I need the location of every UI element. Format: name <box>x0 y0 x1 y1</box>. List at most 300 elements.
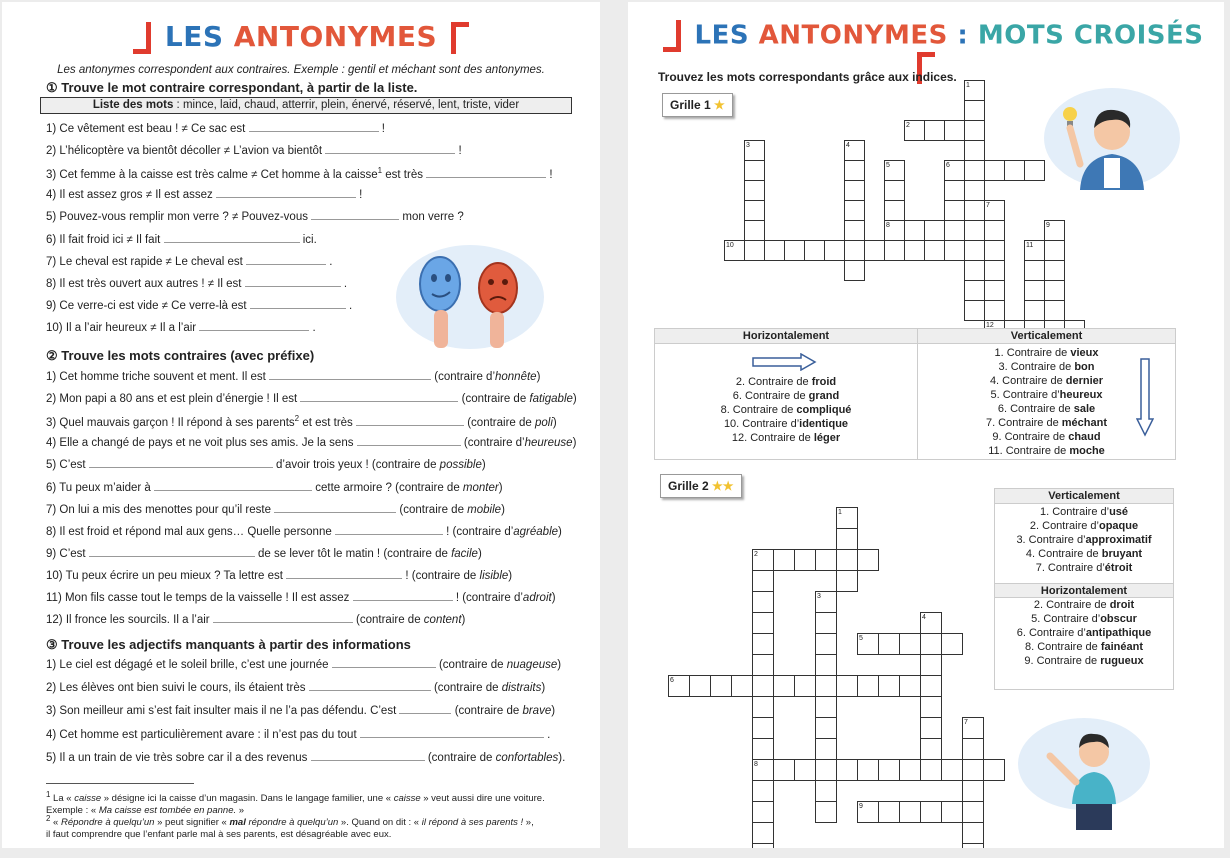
crossword-cell <box>962 759 984 781</box>
crossword-cell <box>744 220 765 241</box>
clue-word: usé <box>1109 506 1129 518</box>
hint-end: ) <box>461 614 466 627</box>
star-icon: ★ <box>714 98 725 112</box>
grid-1-label: Grille 1 ★ <box>662 93 733 117</box>
exercise-line <box>46 658 561 671</box>
answer-blank <box>300 392 458 402</box>
crossword-cell <box>941 801 963 823</box>
hint-label: (contraire d’ <box>434 371 495 383</box>
crossword-cell <box>964 180 985 201</box>
grid-1-clues <box>654 328 1176 460</box>
exercise-line <box>46 591 556 604</box>
crossword-cell <box>984 300 1005 321</box>
hint-word: honnête <box>495 371 537 383</box>
exercise-prompt: 12) Il fronce les sourcils. Il a l’air <box>46 614 210 627</box>
crossword-cell <box>944 220 965 241</box>
hint-label: (contraire de <box>454 705 523 718</box>
clue-text: 10. Contraire d’ <box>723 418 800 430</box>
hint-label: (contraire de <box>395 481 463 494</box>
clue-text: 5. Contraire d’ <box>1031 613 1101 625</box>
clue-item <box>995 640 1173 654</box>
hint-word: possible <box>439 459 482 472</box>
crossword-cell <box>962 822 984 844</box>
crossword-cell <box>773 675 795 697</box>
clue-number: 4 <box>846 142 850 149</box>
exercise-prompt: 3) Cet femme à la caisse est très calme ≠ Cet homme à la caisse <box>46 169 378 182</box>
crossword-cell <box>924 240 945 261</box>
clue-item <box>655 375 917 389</box>
clue-text: 6. Contraire de <box>997 403 1074 415</box>
exercise-prompt-cont: et est très <box>299 417 353 430</box>
exercise-suffix: ! <box>359 189 363 202</box>
crossword-cell <box>815 549 837 571</box>
clue-item <box>995 561 1173 575</box>
crossword-cell <box>964 220 985 241</box>
crossword-cell <box>773 549 795 571</box>
hint-word: poli <box>534 417 553 430</box>
crossword-cell <box>962 738 984 760</box>
vertical-clues-2 <box>995 504 1173 575</box>
crossword-cell <box>836 570 858 592</box>
clue-word: identique <box>799 418 849 430</box>
clue-text: 7. Contraire d’ <box>1035 562 1105 574</box>
exercise-line <box>46 569 512 582</box>
crossword-cell <box>878 633 900 655</box>
crossword-cell <box>815 738 837 760</box>
crossword-cell <box>964 140 985 161</box>
section-1-heading: ① Trouve le mot contraire correspondant, à partir de la liste. <box>46 80 418 95</box>
exercise-line <box>46 299 352 312</box>
pointing-man-illustration <box>1014 712 1164 832</box>
hint-label: (contraire d’ <box>452 525 514 538</box>
exercise-line <box>46 613 465 626</box>
crossword-cell <box>904 240 925 261</box>
crossword-cell <box>984 280 1005 301</box>
exercise-prompt: 1) Cet homme triche souvent et ment. Il est <box>46 371 266 383</box>
crossword-cell <box>899 675 921 697</box>
exercise-line <box>46 321 316 334</box>
crossword-cell <box>773 759 795 781</box>
answer-blank <box>357 436 461 446</box>
clue-number: 7 <box>986 202 990 209</box>
footnote-ref: 1 <box>377 166 383 176</box>
clue-number: 12 <box>986 322 994 329</box>
exercise-prompt: 4) Il est assez gros ≠ Il est assez <box>46 189 213 202</box>
section-2-heading: ② Trouve les mots contraires (avec préfixe) <box>46 348 315 363</box>
exercise-suffix: de se lever tôt le matin ! <box>258 547 384 560</box>
crossword-cell <box>984 220 1005 241</box>
crossword-cell <box>689 675 711 697</box>
crossword-cell <box>836 675 858 697</box>
word-list-box: Liste des mots : mince, laid, chaud, atterrir, plein, énervé, réservé, lent, triste, vider <box>40 97 572 114</box>
hint-label: (contraire de <box>467 417 535 430</box>
clue-number: 8 <box>754 761 758 768</box>
exercise-line <box>46 681 545 694</box>
clue-number: 5 <box>886 162 890 169</box>
clue-text: 6. Contraire de <box>732 390 809 402</box>
exercise-prompt: 2) Les élèves ont bien suivi le cours, ils étaient très <box>46 682 306 695</box>
crossword-cell <box>944 200 965 221</box>
crossword-cell <box>962 843 984 848</box>
crossword-cell <box>836 549 858 571</box>
clue-text: 6. Contraire d’ <box>1016 627 1086 639</box>
clue-text: 4. Contraire de <box>989 375 1066 387</box>
crossword-cell <box>964 200 985 221</box>
hint-word: nuageuse <box>506 659 558 671</box>
exercise-prompt: 8) Il est froid et répond mal aux gens… Quelle personne <box>46 525 332 538</box>
hint-word: mobile <box>467 503 502 516</box>
exercise-line <box>46 255 332 268</box>
clue-text: 11. Contraire de <box>988 445 1070 457</box>
clue-word: opaque <box>1098 520 1139 532</box>
crossword-cell <box>1024 280 1045 301</box>
crossword-cell <box>924 220 945 241</box>
clue-word: bon <box>1074 361 1095 373</box>
exercise-line <box>46 728 550 741</box>
crossword-instructions: Trouvez les mots correspondants grâce aux indices. <box>658 70 957 84</box>
intro-text: Les antonymes correspondent aux contraires. Exemple : gentil et méchant sont des antonymes. <box>57 64 545 76</box>
clue-word: rugueux <box>1100 655 1144 667</box>
exercise-line <box>46 481 503 494</box>
exercise-line <box>46 210 464 223</box>
exercise-prompt: 4) Elle a changé de pays et ne voit plus ses amis. Je la sens <box>46 437 354 450</box>
crossword-cell <box>752 780 774 802</box>
crossword-cell <box>857 675 879 697</box>
crossword-cell <box>731 675 753 697</box>
hint-word: distraits <box>501 682 542 695</box>
exercise-line <box>46 277 347 290</box>
crossword-cell <box>804 240 825 261</box>
horizontal-clues-2 <box>995 598 1173 668</box>
crossword-cell <box>752 696 774 718</box>
answer-blank <box>356 416 464 426</box>
answer-blank <box>250 299 346 309</box>
clue-item <box>655 403 917 417</box>
clue-item <box>655 389 917 403</box>
clue-word: heureux <box>1059 389 1103 401</box>
page-title-crossword: LES ANTONYMES : MOTS CROISÉS <box>628 20 1224 84</box>
crossword-cell <box>1044 240 1065 261</box>
answer-blank <box>332 658 436 668</box>
answer-blank <box>353 591 453 601</box>
crossword-cell <box>752 654 774 676</box>
hint-word: facile <box>451 547 478 560</box>
clue-word: dernier <box>1065 375 1104 387</box>
exercise-line <box>46 704 555 717</box>
crossword-cell <box>815 759 837 781</box>
crossword-cell <box>744 200 765 221</box>
clue-number: 3 <box>817 593 821 600</box>
crossword-cell <box>844 200 865 221</box>
bracket-left-icon <box>133 22 151 54</box>
clue-number: 10 <box>726 242 734 249</box>
exercise-line <box>46 166 553 181</box>
crossword-cell <box>864 240 885 261</box>
hint-end: ) <box>508 569 513 582</box>
crossword-cell <box>744 160 765 181</box>
crossword-cell <box>920 759 942 781</box>
clue-word: léger <box>813 432 841 444</box>
exercise-suffix: cette armoire ? <box>315 481 396 494</box>
exercise-prompt: 3) Quel mauvais garçon ! Il répond à ses parents <box>46 417 295 430</box>
crossword-cell <box>752 738 774 760</box>
clue-item <box>995 654 1173 668</box>
crossword-cell <box>752 843 774 848</box>
clue-number: 6 <box>670 677 674 684</box>
crossword-cell <box>964 120 985 141</box>
crossword-cell <box>920 738 942 760</box>
crossword-cell <box>920 675 942 697</box>
crossword-cell <box>920 633 942 655</box>
hint-word: monter <box>462 481 499 494</box>
crossword-cell <box>836 528 858 550</box>
hint-end: ) <box>572 393 577 406</box>
hint-end: ) <box>501 503 505 516</box>
vertical-heading-2: Verticalement <box>995 489 1173 504</box>
exercise-prompt: 10) Il a l’air heureux ≠ Il a l’air <box>46 321 197 334</box>
worksheet-left-page <box>2 2 600 848</box>
exercise-suffix: ! <box>446 525 453 538</box>
crossword-cell <box>920 654 942 676</box>
clue-text: 2. Contraire de <box>735 376 812 388</box>
horizontal-heading-2: Horizontalement <box>995 583 1173 598</box>
horizontal-clues <box>655 375 917 445</box>
hint-end: ) <box>541 682 546 695</box>
clue-number: 5 <box>859 635 863 642</box>
clue-word: moche <box>1069 445 1105 457</box>
crossword-cell <box>815 612 837 634</box>
exercise-suffix: . <box>349 299 353 312</box>
star-icon: ★★ <box>712 479 734 493</box>
crossword-cell <box>920 801 942 823</box>
exercise-line <box>46 458 486 471</box>
crossword-cell <box>752 675 774 697</box>
bracket-left-icon <box>663 20 681 52</box>
exercise-prompt: 4) Cet homme est particulièrement avare : il n’est pas du tout <box>46 728 357 741</box>
crossword-cell <box>964 100 985 121</box>
exercise-suffix: . <box>312 321 316 334</box>
answer-blank <box>249 122 379 132</box>
clue-text: 3. Contraire d’ <box>1016 534 1086 546</box>
exercise-line <box>46 144 462 157</box>
exercise-prompt-cont: est très <box>382 169 423 182</box>
answer-blank <box>246 255 326 265</box>
exercise-line <box>46 188 362 201</box>
exercise-line <box>46 751 565 764</box>
answer-blank <box>286 569 402 579</box>
vertical-heading: Verticalement <box>918 329 1175 344</box>
exercise-line <box>46 525 562 538</box>
clue-number: 9 <box>859 803 863 810</box>
exercise-line <box>46 122 385 135</box>
crossword-cell <box>744 240 765 261</box>
answer-blank <box>213 613 353 623</box>
crossword-cell <box>794 759 816 781</box>
crossword-cell <box>844 160 865 181</box>
exercise-suffix: d’avoir trois yeux ! <box>276 459 372 472</box>
clue-word: grand <box>808 390 840 402</box>
hint-end: ) <box>477 547 482 560</box>
clue-word: froid <box>811 376 837 388</box>
clue-item <box>995 626 1173 640</box>
answer-blank <box>399 704 451 714</box>
clue-number: 2 <box>754 551 758 558</box>
answer-blank <box>426 168 546 178</box>
crossword-cell <box>884 200 905 221</box>
thinking-man-illustration <box>1040 80 1180 190</box>
crossword-cell <box>836 759 858 781</box>
hint-end: ) <box>498 481 503 494</box>
answer-blank <box>309 681 431 691</box>
crossword-cell <box>857 549 879 571</box>
crossword-cell <box>752 570 774 592</box>
exercise-suffix: ! <box>405 569 412 582</box>
clue-item <box>918 444 1175 458</box>
clue-text: 5. Contraire d’ <box>990 389 1060 401</box>
crossword-cell <box>857 759 879 781</box>
clue-word: sale <box>1073 403 1096 415</box>
hint-label: (contraire de <box>461 393 530 406</box>
crossword-cell <box>744 180 765 201</box>
clue-word: approximatif <box>1085 534 1152 546</box>
crossword-cell <box>815 675 837 697</box>
clue-number: 11 <box>1026 242 1034 249</box>
hint-label: (contraire de <box>399 503 468 516</box>
answer-blank <box>89 458 273 468</box>
exercise-prompt: 5) Pouvez-vous remplir mon verre ? ≠ Pouvez-vous <box>46 211 308 224</box>
hint-label: (contraire de <box>433 682 502 695</box>
crossword-cell <box>924 120 945 141</box>
answer-blank <box>360 728 544 738</box>
crossword-cell <box>1004 160 1025 181</box>
exercise-prompt: 2) L’hélicoptère va bientôt décoller ≠ L’avion va bientôt <box>46 145 323 158</box>
clue-text: 3. Contraire de <box>998 361 1075 373</box>
clue-item <box>995 519 1173 533</box>
grid-2-label: Grille 2 ★★ <box>660 474 742 498</box>
crossword-cell <box>941 633 963 655</box>
clue-number: 2 <box>906 122 910 129</box>
exercise-suffix: ici. <box>302 233 317 246</box>
crossword-cell <box>752 633 774 655</box>
exercise-prompt: 1) Le ciel est dégagé et le soleil brille, c’est une journée <box>46 659 329 671</box>
grid-2-clues <box>994 488 1174 690</box>
hint-word: adroit <box>522 592 552 604</box>
crossword-cell <box>878 759 900 781</box>
footnote-2: $^2$ « Répondre à quelqu’un » peut signifier « mal répondre à quelqu’un ». Quand on dit : « il répond à ses parents ! », il faut comprendre que l’enfant parle mal à ses parents, est désagréable avec eux. <box>46 814 534 841</box>
crossword-cell <box>984 160 1005 181</box>
exercise-line <box>46 436 576 449</box>
clue-number: 4 <box>922 614 926 621</box>
answer-blank <box>216 188 356 198</box>
crossword-cell <box>752 591 774 613</box>
clue-item <box>655 417 917 431</box>
crossword-cell <box>1024 300 1045 321</box>
clue-item <box>995 505 1173 519</box>
footnote-rule <box>46 783 194 784</box>
crossword-cell <box>962 801 984 823</box>
answer-blank <box>199 321 309 331</box>
clue-text: 12. Contraire de <box>731 432 814 444</box>
clue-item <box>995 612 1173 626</box>
exercise-prompt: 3) Son meilleur ami s’est fait insulter mais il ne l’a pas défendu. C’est <box>46 705 397 718</box>
exercise-prompt: 5) C’est <box>46 459 86 472</box>
crossword-cell <box>878 675 900 697</box>
worksheet-right-page <box>628 2 1224 848</box>
clue-text: 9. Contraire de <box>1024 655 1101 667</box>
hint-word: lisible <box>479 569 509 582</box>
exercise-prompt: 7) Le cheval est rapide ≠ Le cheval est <box>46 255 243 268</box>
crossword-cell <box>884 240 905 261</box>
section-3-heading: ③ Trouve les adjectifs manquants à partir des informations <box>46 637 411 652</box>
arrow-down-icon <box>1136 357 1154 437</box>
exercise-prompt: 11) Mon fils casse tout le temps de la vaisselle ! Il est assez <box>46 592 350 604</box>
clue-text: 9. Contraire de <box>992 431 1069 443</box>
clue-text: 2. Contraire de <box>1033 599 1110 611</box>
exercise-prompt: 6) Il fait froid ici ≠ Il fait <box>46 233 161 246</box>
answer-blank <box>311 210 399 220</box>
crossword-cell <box>815 801 837 823</box>
clue-number: 9 <box>1046 222 1050 229</box>
hint-end: ) <box>481 459 486 472</box>
crossword-cell <box>944 120 965 141</box>
exercise-prompt: 5) Il a un train de vie très sobre car il a des revenus <box>46 751 308 764</box>
crossword-cell <box>899 633 921 655</box>
hint-end: ) <box>558 525 562 538</box>
hint-label: (contraire de <box>371 459 440 472</box>
crossword-cell <box>752 822 774 844</box>
crossword-cell <box>794 675 816 697</box>
hint-word: brave <box>522 705 552 718</box>
exercise-line <box>46 370 540 383</box>
crossword-cell <box>920 717 942 739</box>
crossword-cell <box>1024 260 1045 281</box>
exercise-prompt: 6) Tu peux m’aider à <box>46 481 151 494</box>
crossword-cell <box>899 801 921 823</box>
exercise-prompt: 9) C’est <box>46 547 86 560</box>
answer-blank <box>311 751 425 761</box>
crossword-cell <box>1044 280 1065 301</box>
crossword-cell <box>1044 300 1065 321</box>
clue-word: étroit <box>1104 562 1133 574</box>
crossword-cell <box>878 801 900 823</box>
clue-text: 1. Contraire d’ <box>1039 506 1110 518</box>
answer-blank <box>274 503 396 513</box>
crossword-cell <box>884 180 905 201</box>
hint-label: (contraire de <box>411 569 480 582</box>
footnote-ref: 2 <box>294 414 300 424</box>
exercise-suffix: ! <box>455 592 463 604</box>
crossword-cell <box>764 240 785 261</box>
clue-text: 8. Contraire de <box>1024 641 1101 653</box>
hint-end: ) <box>536 371 541 383</box>
exercise-suffix: ! <box>458 145 462 158</box>
answer-blank <box>164 233 300 243</box>
hint-label: (contraire de <box>438 659 507 671</box>
exercise-suffix: mon verre ? <box>402 211 464 224</box>
masks-illustration <box>394 242 546 352</box>
clue-word: méchant <box>1061 417 1108 429</box>
crossword-cell <box>824 240 845 261</box>
crossword-cell <box>815 780 837 802</box>
page-title: LES ANTONYMES <box>2 20 600 54</box>
arrow-right-icon <box>751 353 817 371</box>
exercise-prompt: 1) Ce vêtement est beau ! ≠ Ce sac est <box>46 123 246 135</box>
crossword-cell <box>752 612 774 634</box>
clue-number: 1 <box>838 509 842 516</box>
answer-blank <box>245 277 341 287</box>
hint-label: (contraire d’ <box>462 592 523 604</box>
crossword-cell <box>899 759 921 781</box>
